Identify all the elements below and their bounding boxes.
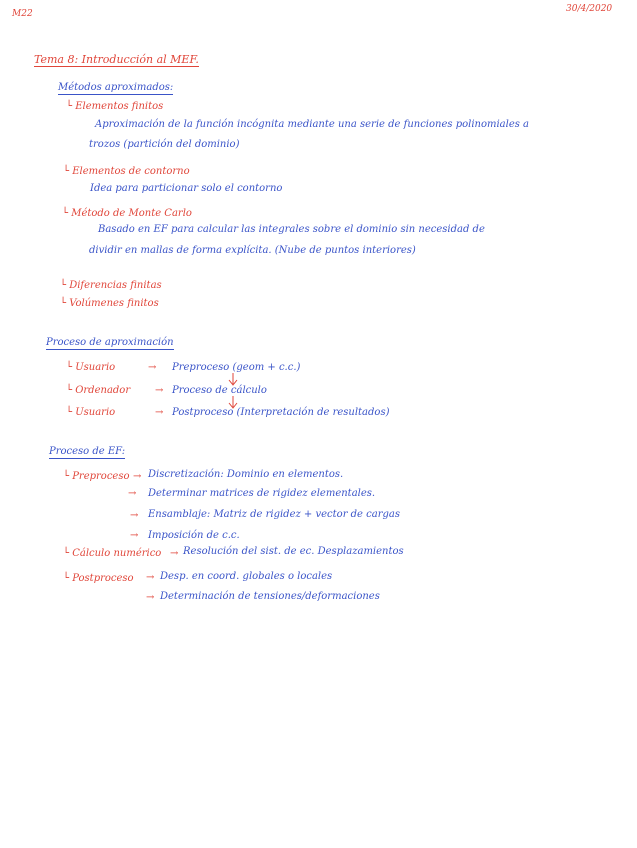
page-tag: M22 [12, 9, 33, 19]
section-heading-fem-process: Proceso de EF: [49, 446, 126, 457]
process-row-2-text: Proceso de cálculo [172, 385, 267, 396]
item-label-bem: └ Elementos de contorno [63, 166, 190, 177]
post-arrow-2: → [146, 592, 155, 603]
pre-item-1: Discretización: Dominio en elementos. [148, 469, 344, 480]
pre-label: └ Preproceso [63, 471, 130, 482]
process-row-1-label: └ Usuario [66, 362, 116, 373]
post-item-2: Determinación de tensiones/deformaciones [160, 591, 380, 602]
pre-arrow-4: → [130, 530, 139, 541]
item-label-fvm: └ Volúmenes finitos [60, 298, 159, 309]
pre-arrow-2: → [128, 488, 137, 499]
process-row-3-arrow: → [155, 407, 164, 418]
post-item-1: Desp. en coord. globales o locales [160, 571, 333, 582]
process-row-3-label: └ Usuario [66, 407, 116, 418]
page-date: 30/4/2020 [566, 4, 613, 14]
item-text-fem-1: Aproximación de la función incógnita mediante una serie de funciones polinomiales a [95, 119, 530, 130]
process-row-2-label: └ Ordenador [66, 385, 131, 396]
pre-item-4: Imposición de c.c. [148, 530, 240, 541]
section-heading-process: Proceso de aproximación [46, 337, 174, 348]
pre-item-2: Determinar matrices de rigidez elementales. [148, 488, 376, 499]
process-row-3-text: Postproceso (Interpretación de resultados) [172, 407, 390, 418]
pre-item-3: Ensamblaje: Matriz de rigidez + vector de cargas [148, 509, 400, 520]
post-label: └ Postproceso [63, 573, 134, 584]
pre-arrow-1: → [133, 471, 142, 482]
calc-text: Resolución del sist. de ec. Desplazamientos [183, 546, 404, 557]
item-text-montecarlo-1: Basado en EF para calcular las integrales sobre el dominio sin necesidad de [98, 224, 485, 235]
section-heading-methods: Métodos aproximados: [58, 82, 174, 93]
item-text-fem-2: trozos (partición del dominio) [89, 139, 240, 150]
item-label-montecarlo: └ Método de Monte Carlo [62, 208, 192, 219]
item-label-fdm: └ Diferencias finitas [60, 280, 162, 291]
process-row-2-arrow: → [155, 385, 164, 396]
item-text-montecarlo-2: dividir en mallas de forma explícita. (Nube de puntos interiores) [89, 245, 416, 256]
page-title: Tema 8: Introducción al MEF. [34, 53, 199, 66]
calc-label: └ Cálculo numérico [63, 548, 162, 559]
item-text-bem-1: Idea para particionar solo el contorno [90, 183, 283, 194]
process-row-1-arrow: → [148, 362, 157, 373]
pre-arrow-3: → [130, 510, 139, 521]
process-row-1-text: Preproceso (geom + c.c.) [172, 362, 301, 373]
post-arrow-1: → [146, 572, 155, 583]
calc-arrow: → [170, 548, 179, 559]
item-label-fem: └ Elementos finitos [66, 101, 164, 112]
